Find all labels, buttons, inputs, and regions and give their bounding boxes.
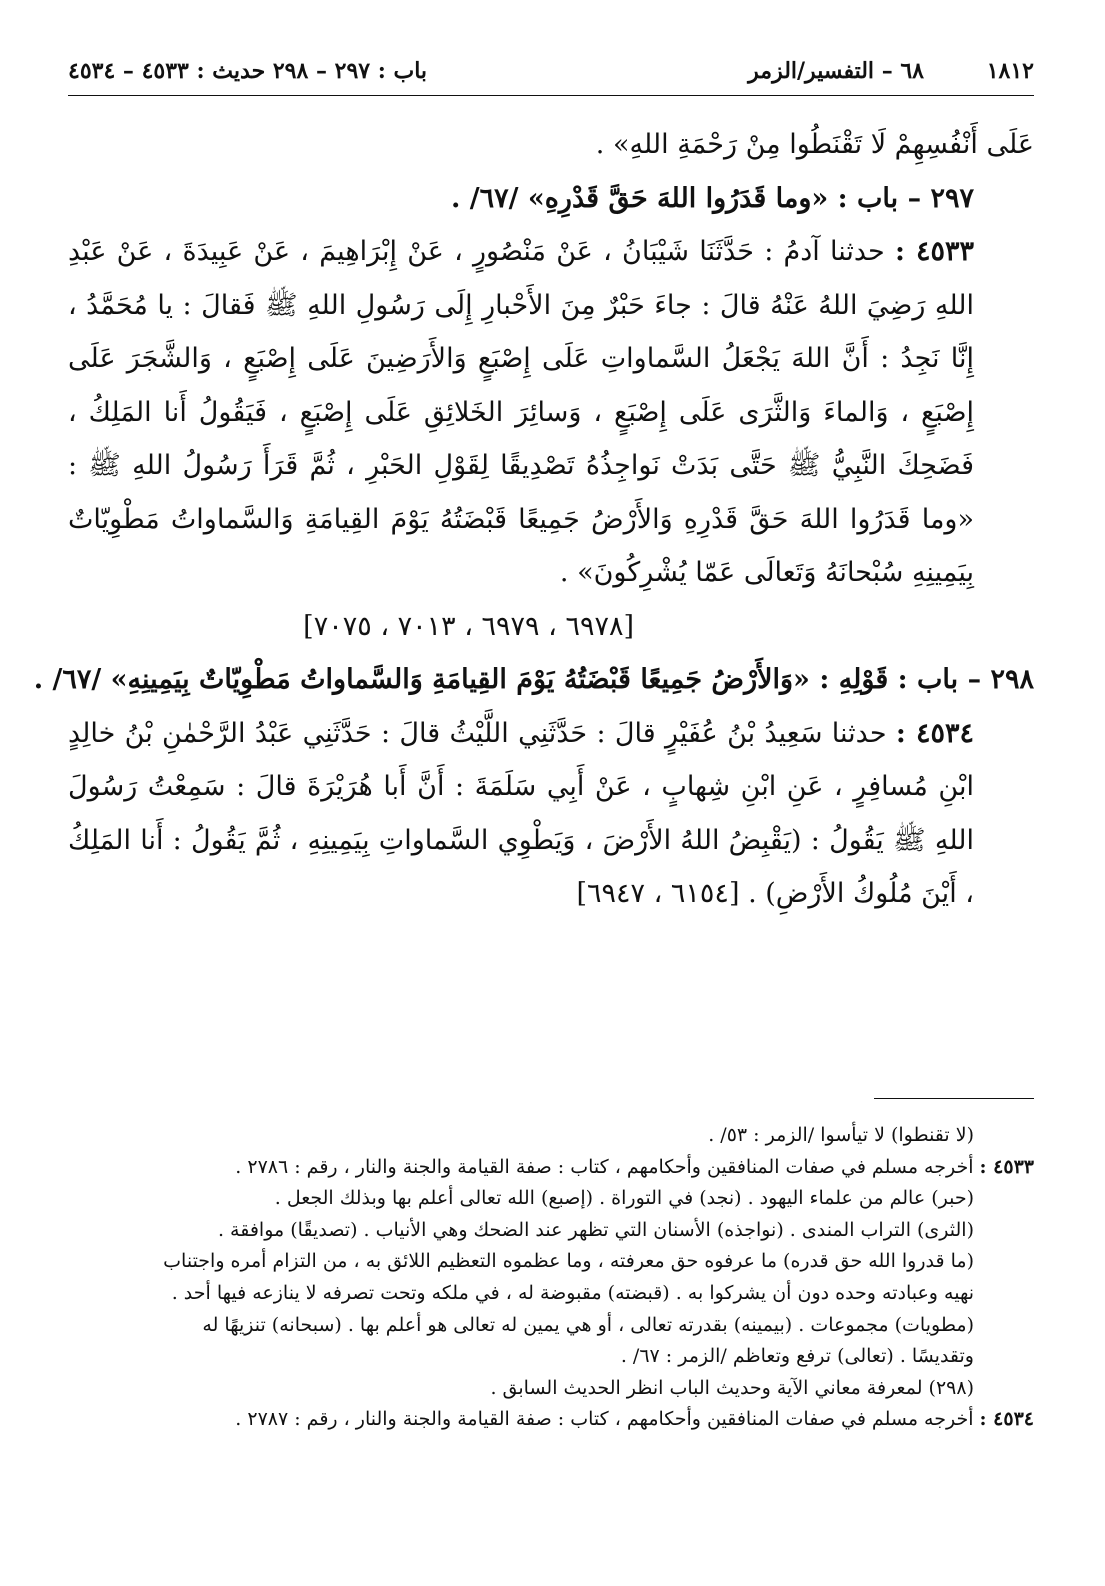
footnote-line: وتقديسًا . (تعالى) ترفع وتعاظم /الزمر : ٦٧/ .: [620, 1345, 974, 1368]
footnote-number: ٤٥٣٣ :: [979, 1155, 1034, 1178]
bab-hadith-range: باب : ٢٩٧ – ٢٩٨ حديث : ٤٥٣٣ – ٤٥٣٤: [68, 58, 428, 84]
footnote-line: (مطويات) مجموعات . (بيمينه) بقدرته تعالى ، أو هي يمين له تعالى هو أعلم بها . (سبحانه) تنزيهًا له: [202, 1313, 974, 1336]
footnotes: [68, 1120, 1034, 1436]
book-page: [33, 40, 1034, 1550]
footnote-line: (الثرى) التراب المندى . (نواجذه) الأسنان التي تظهر عند الضحك وهي الأنياب . (تصديقًا) موافقة .: [217, 1218, 974, 1241]
hadith-number: ٤٥٣٤ :: [895, 717, 974, 749]
footnote-line: (ما قدروا الله حق قدره) ما عرفوه حق معرفته ، وما عظموه التعظيم اللائق به ، من التزام أمره واجتناب: [163, 1250, 974, 1273]
continuation-line: عَلَى أَنْفُسِهِمْ لَا تَقْنَطُوا مِنْ رَحْمَةِ اللهِ» .: [595, 129, 1034, 160]
footnote-number: ٤٥٣٤ :: [979, 1408, 1034, 1431]
main-text: [33, 118, 1034, 921]
chapter-title: ٦٨ – التفسير/الزمر: [748, 58, 924, 84]
footnote-text: أخرجه مسلم في صفات المنافقين وأحكامهم ، كتاب : صفة القيامة والجنة والنار ، رقم : ٢٧٨٧ .: [235, 1408, 974, 1431]
footnote-line: [68, 1404, 1034, 1436]
footnote-text: أخرجه مسلم في صفات المنافقين وأحكامهم ، كتاب : صفة القيامة والجنة والنار ، رقم : ٢٧٨٦ .: [235, 1155, 974, 1178]
footnote-line: (حبر) عالم من علماء اليهود . (نجد) في التوراة . (إصبع) الله تعالى أعلم بها وبذلك الجعل .: [274, 1187, 974, 1210]
footnote-line: (٢٩٨) لمعرفة معاني الآية وحديث الباب انظر الحديث السابق .: [490, 1376, 974, 1399]
hadith-4534: [68, 707, 1034, 921]
chapter-heading-297: ٢٩٧ – باب : «وما قَدَرُوا اللهَ حَقَّ قَدْرِهِ» /٦٧/ .: [450, 182, 974, 214]
footnote-line: [68, 1152, 1034, 1184]
footnote-line: نهيه وعبادته وحده دون أن يشركوا به . (قبضته) مقبوضة له ، في ملكه وتحت تصرفه لا ينازعه فيها أحد .: [171, 1281, 974, 1304]
page-number: ١٨١٢: [986, 58, 1034, 84]
hadith-4533: [68, 225, 1034, 600]
footnote-rule: [874, 1098, 1034, 1099]
cross-references-4534: [٦١٥٤ ، ٦٩٤٧]: [576, 878, 740, 909]
hadith-number: ٤٥٣٣ :: [894, 236, 974, 267]
chapter-heading-298: ٢٩٨ – باب : قَوْلِهِ : «وَالأَرْضُ جَمِيعًا قَبْضَتُهُ يَوْمَ القِيامَةِ وَالسَّماواتُ مَطْوِيّاتٌ بِيَمِينِهِ» /٦٧/ .: [33, 664, 1034, 695]
running-header: [68, 58, 1034, 98]
hadith-text: حدثنا سَعِيدُ بْنُ عُفَيْرٍ قالَ : حَدَّثَنِي اللَّيْثُ قالَ : حَدَّثَنِي عَبْدُ الرَّحْمٰنِ بْنُ خالِدٍ ابْنِ مُسافِرٍ ، عَنِ ابْنِ شِهابٍ ، عَنْ أَبِي سَلَمَةَ : أَنَّ أَبا هُرَيْرَةَ قالَ : سَمِعْتُ رَسُولَ اللهِ ﷺ يَقُولُ : (يَقْبِضُ اللهُ الأَرْضَ ، وَيَطْوِي السَّماواتِ بِيَمِينِهِ ، ثُمَّ يَقُولُ : أَنا المَلِكُ ، أَيْنَ مُلُوكُ الأَرْضِ) .: [68, 717, 974, 909]
cross-references-4533: [٦٩٧٨ ، ٦٩٧٩ ، ٧٠١٣ ، ٧٠٧٥]: [303, 610, 634, 642]
header-rule: [68, 95, 1034, 96]
hadith-text: حدثنا آدمُ : حَدَّثَنَا شَيْبَانُ ، عَنْ مَنْصُورٍ ، عَنْ إِبْرَاهِيمَ ، عَنْ عَبِيدَةَ ، عَنْ عَبْدِ اللهِ رَضِيَ اللهُ عَنْهُ قالَ : جاءَ حَبْرٌ مِنَ الأَحْبارِ إِلَى رَسُولِ اللهِ ﷺ فَقالَ : يا مُحَمَّدُ ، إِنَّا نَجِدُ : أَنَّ اللهَ يَجْعَلُ السَّماواتِ عَلَى إِصْبَعٍ وَالأَرَضِينَ عَلَى إِصْبَعٍ ، وَالشَّجَرَ عَلَى إِصْبَعٍ ، وَالماءَ وَالثَّرَى عَلَى إِصْبَعٍ ، وَسائِرَ الخَلائِقِ عَلَى إِصْبَعٍ ، فَيَقُولُ أَنا المَلِكُ ، فَضَحِكَ النَّبِيُّ ﷺ حَتَّى بَدَتْ نَواجِذُهُ تَصْدِيقًا لِقَوْلِ الحَبْرِ ، ثُمَّ قَرَأَ رَسُولُ اللهِ ﷺ : «وما قَدَرُوا اللهَ حَقَّ قَدْرِهِ وَالأَرْضُ جَمِيعًا قَبْضَتُهُ يَوْمَ القِيامَةِ وَالسَّماواتُ مَطْوِيّاتٌ بِيَمِينِهِ سُبْحانَهُ وَتَعالَى عَمّا يُشْرِكُونَ» .: [68, 236, 974, 588]
footnote-line: (لا تقنطوا) لا تيأسوا /الزمر : ٥٣/ .: [708, 1124, 974, 1146]
